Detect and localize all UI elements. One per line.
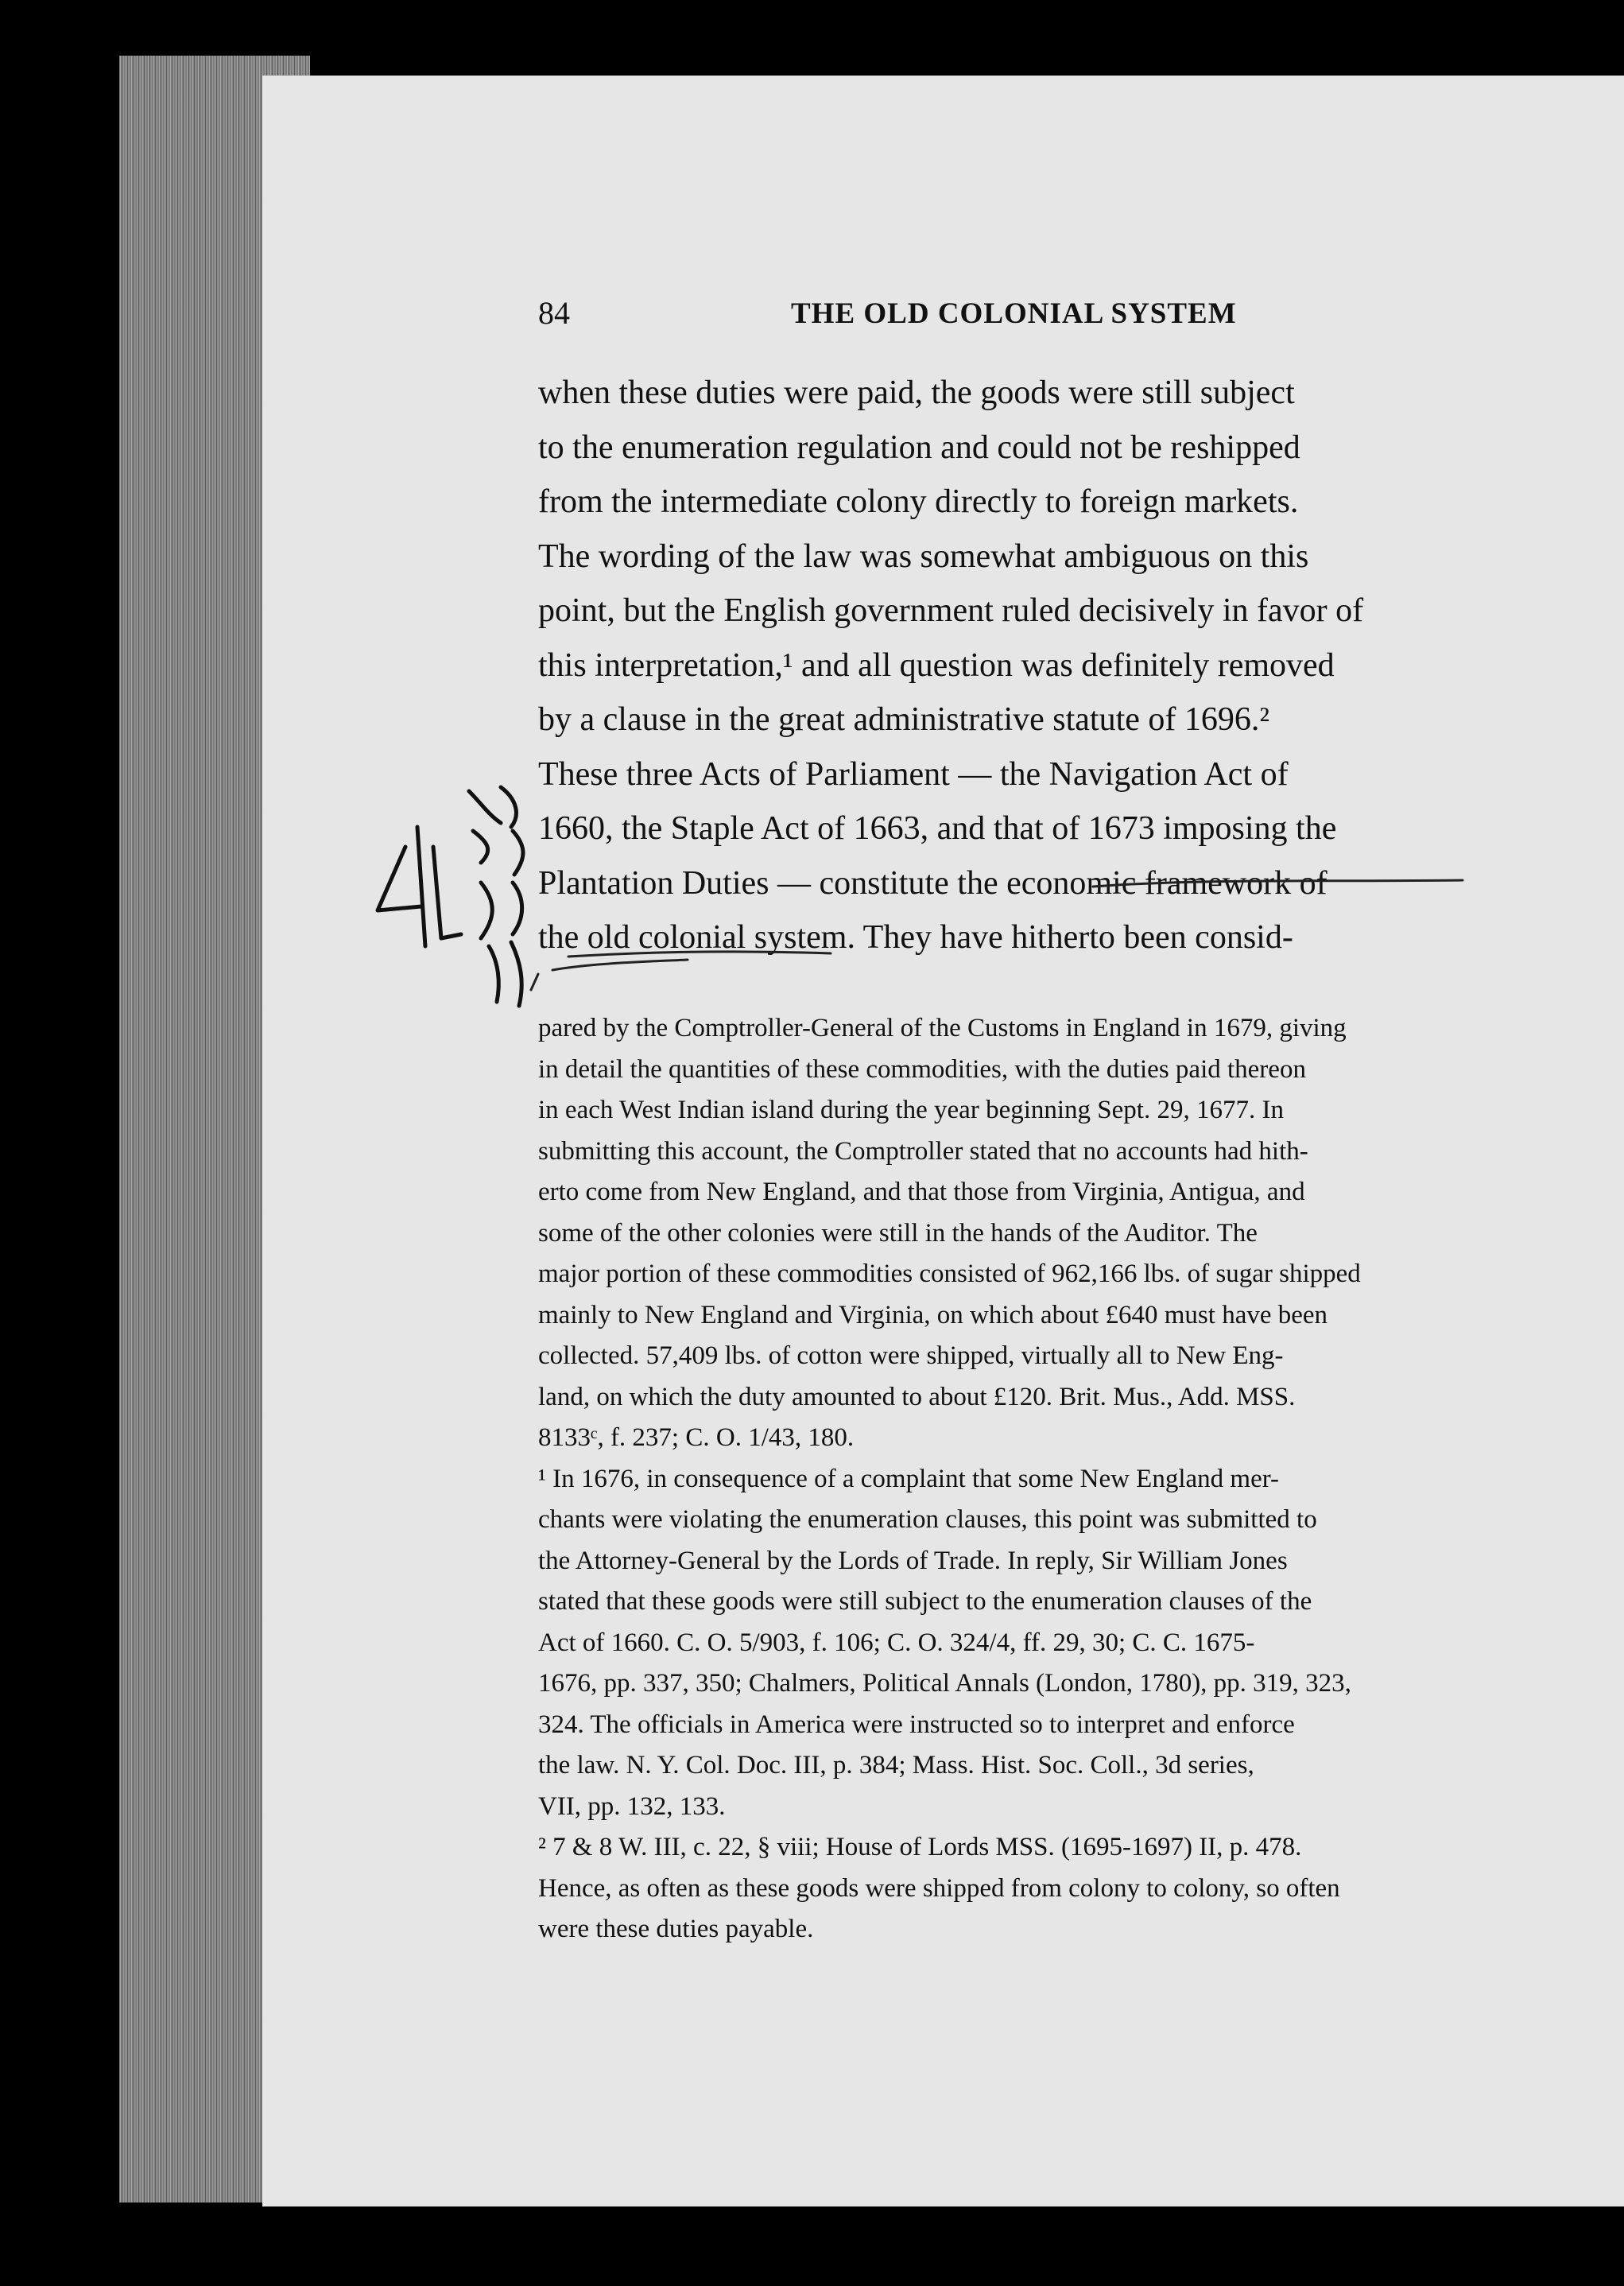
main-text: when these duties were paid, the goods were still subject to the enumeration regulation and could not be reshipped from the intermediate colony directly to foreign markets. The wording of the law was somewhat ambiguous on this point, but the English government ruled decisively in favor of this interpretation,¹ and all question was definitely removed by a clause in the great administrative statute of 1696.² These three Acts of Parliament — the Navigation Act of 1660, the Staple Act of 1663, and that of 1673 imposing the Plantation Duties — constitute the economic framework of the old colonial system. They have hitherto been consid- <box>538 375 1364 956</box>
pencil-underline-marks <box>529 879 1530 998</box>
page-header <box>538 294 1285 342</box>
page-number: 84 <box>538 295 570 331</box>
running-title: THE OLD COLONIAL SYSTEM <box>791 297 1237 330</box>
footnote-1: ¹ In 1676, in consequence of a complaint that some New England mer- chants were violating the enumeration clauses, this point was submitted to the Attorney-General by the Lords of Trade. In reply, Sir William Jones stated that these goods were still subject to the enumeration clauses of the Act of 1660. C. O. 5/903, f. 106; C. O. 324/4, ff. 29, 30; C. C. 1675- 1676, pp. 337, 350; Chalmers, Political Annals (London, 1780), pp. 319, 323, 324. The officials in America were instructed so to interpret and enforce the law. N. Y. Col. Doc. III, p. 384; Mass. Hist. Soc. Coll., 3d series, VII, pp. 132, 133. <box>538 1464 1351 1821</box>
footnotes <box>538 1008 1540 1950</box>
footnote-2: ² 7 & 8 W. III, c. 22, § viii; House of Lords MSS. (1695-1697) II, p. 478. Hence, as often as these goods were shipped from colony to colony, so often were these duties payable. <box>538 1833 1340 1943</box>
footnote-continued: pared by the Comptroller-General of the Customs in England in 1679, giving in detail the quantities of these commodities, with the duties paid thereon in each West Indian island during the year beginning Sept. 29, 1677. In submitting this account, the Comptroller stated that no accounts had hith- erto come from New England, and that those from Virginia, Antigua, and some of the other colonies were still in the hands of the Auditor. The major portion of these commodities consisted of 962,166 lbs. of sugar shipped mainly to New England and Virginia, on which about £640 must have been collected. 57,409 lbs. of cotton were shipped, virtually all to New Eng- land, on which the duty amounted to about £120. Brit. Mus., Add. MSS. 8133ᶜ, f. 237; C. O. 1/43, 180. <box>538 1014 1361 1452</box>
handwritten-margin-mark <box>362 751 545 1014</box>
